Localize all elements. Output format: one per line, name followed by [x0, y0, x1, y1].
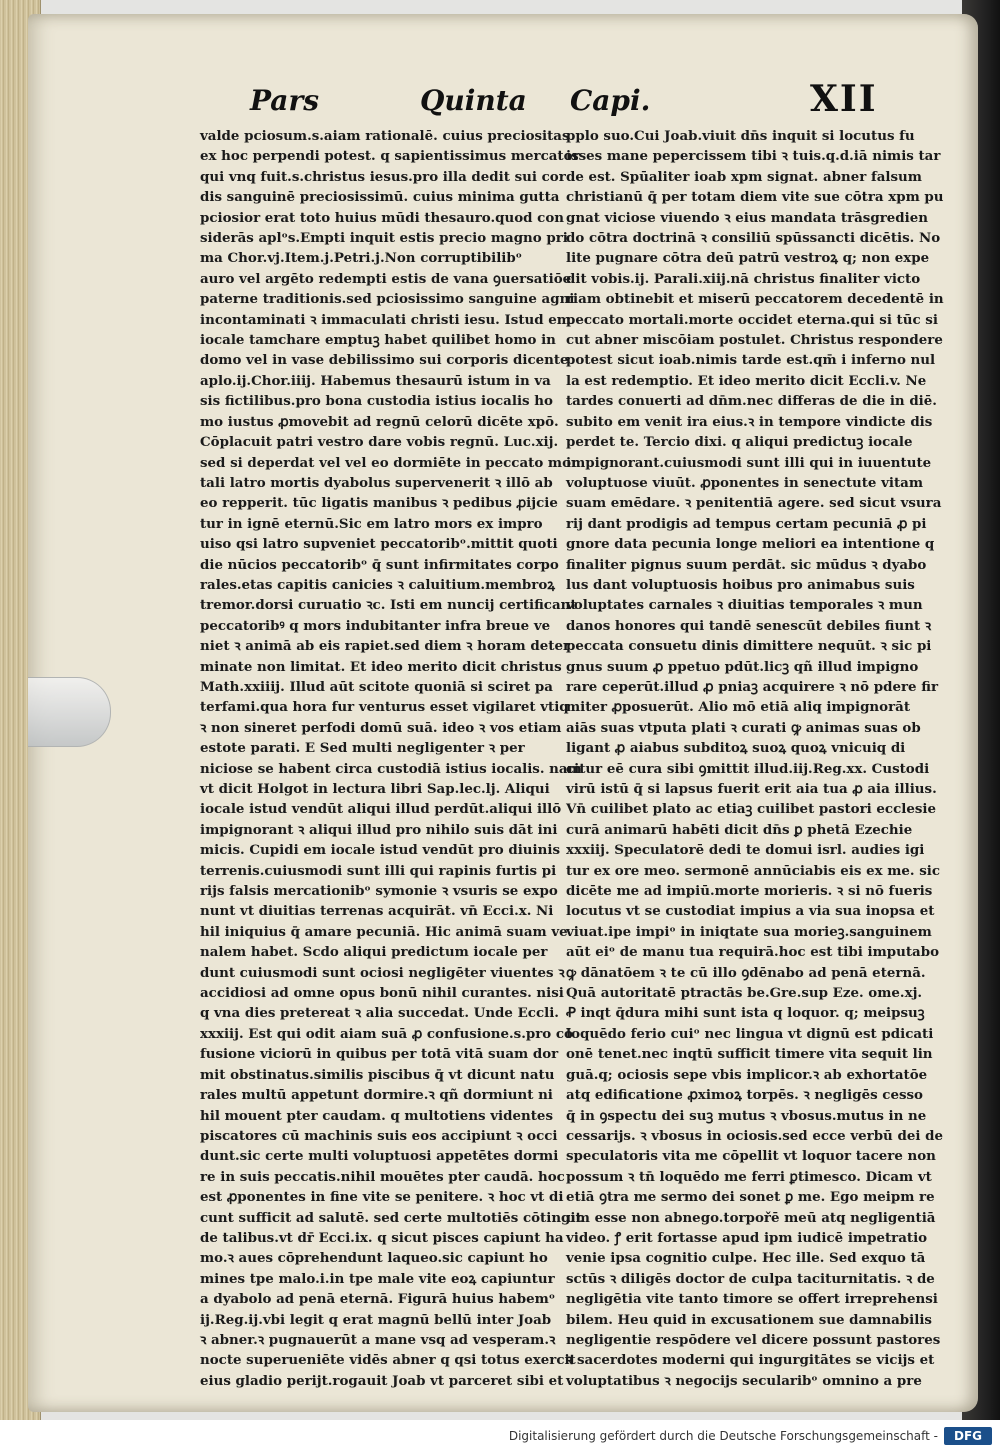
text-line: ꝛ abner.ꝛ pugnauerūt a mane vsq ad vesperam.ꝛ — [200, 1331, 556, 1348]
text-line: la est redemptio. Et ideo merito dicit Eccli.v. Ne — [566, 372, 927, 389]
text-line: atq edificatione ꝓximoꝝ torpēs. ꝛ negligēs cesso — [566, 1087, 923, 1104]
text-line: xxxiij. Speculatorē dedi te domui isrl. audies igi — [566, 842, 925, 859]
text-line: voluptuose viuūt. ꝓponentes in senectute vitam — [566, 474, 924, 491]
text-line: valde pciosum.s.aiam rationalē. cuius preciositas — [200, 128, 570, 144]
text-line: gnore data pecunia longe meliori ea intentione q — [566, 536, 935, 553]
header-capi: Capi. — [570, 84, 651, 117]
text-line: ma Chor.vj.Item.j.Petri.j.Non corruptibilibᵒ — [200, 250, 523, 267]
text-line: um esse non abnego.torpořē meū atq negligentiā — [566, 1209, 936, 1226]
text-line: dicēte me ad impiū.morte morieris. ꝛ si nō fueris — [566, 883, 933, 900]
text-line: sis fictilibus.pro bona custodia istius iocalis ho — [200, 393, 553, 410]
text-line: q vna dies pretereat ꝛ alia succedat. Unde Eccli. — [200, 1005, 559, 1022]
text-line: ꝙ dānatōem ꝛ te cū illo ꝯdēnabo ad penā eternā. — [566, 964, 926, 981]
text-line: niet ꝛ animā ab eis rapiet.sed diem ꝛ horam deter — [200, 638, 571, 655]
text-line: riam obtinebit et miserū peccatorem decedentē in — [566, 291, 944, 308]
text-line: cut abner miscōiam postulet. Christus respondere — [566, 332, 943, 349]
funding-credit: Digitalisierung gefördert durch die Deutsche Forschungsgemeinschaft - — [508, 1429, 938, 1443]
text-line: tardes conuerti ad dn̄m.nec differas de die in diē. — [566, 393, 937, 410]
text-line: impignorant.cuiusmodi sunt illi qui in iuuentute — [566, 454, 932, 471]
text-line: rales multū appetunt dormire.ꝛ qñ dormiunt ni — [200, 1087, 553, 1104]
text-line: tremor.dorsi curuatio ꝛc. Isti em nuncij certificant — [200, 597, 577, 614]
text-line: citur eē cura sibi ꝯmittit illud.iij.Reg.xx. Custodi — [566, 760, 930, 777]
text-line: tur in ignē eternū.Sic em latro mors ex impro — [200, 515, 543, 532]
left-text-column — [200, 126, 582, 1391]
text-line: ꝛ non sineret perfodi domū suā. ideo ꝛ vos etiam — [200, 719, 562, 736]
text-line: lus dant voluptuosis hoibus pro animabus suis — [566, 576, 915, 593]
text-line: paterne traditionis.sed pciosissimo sanguine agni — [200, 291, 575, 308]
text-line: loquēdo ferio cuiᵒ nec lingua vt dignū est pdicati — [566, 1025, 934, 1042]
text-line: ex hoc perpendi potest. q sapientissimus mercator — [200, 148, 580, 165]
text-line: de talibus.vt dr̄ Ecci.ix. q sicut pisces capiunt ha — [200, 1229, 564, 1246]
text-line: Math.xxiiij. Illud aūt scitote quoniā si sciret pa — [200, 678, 553, 695]
text-line: a dyabolo ad penā eternā. Figurā huius habemᵒ — [200, 1291, 556, 1308]
text-line: re in suis peccatis.nihil mouētes pter caudā. hoc — [200, 1168, 565, 1185]
header-part: Pars — [250, 84, 319, 117]
text-line: aūt eiᵒ de manu tua requirā.hoc est tibi imputabo — [566, 944, 940, 961]
text-line: fusione viciorū in quibus per totā vitā suam dor — [200, 1046, 559, 1063]
text-line: rijs falsis mercationibᵒ symonie ꝛ vsuris se expo — [200, 883, 558, 900]
text-line: siderās aplᵒs.Empti inquit estis precio magno pri — [200, 230, 568, 247]
text-line: cunt sufficit ad salutē. sed certe multotiēs cōtingit — [200, 1209, 582, 1226]
text-line: guā.q; ociosis sepe vbis implicor.ꝛ ab exhortatōe — [566, 1066, 928, 1083]
text-line: domo vel in vase debilissimo sui corporis dicente — [200, 352, 569, 369]
text-line: iocale tamchare emptuꝫ habet quilibet homo in — [200, 332, 556, 349]
text-line: tali latro mortis dyabolus supervenerit ꝛ illō ab — [200, 474, 553, 491]
text-line: incontaminati ꝛ immaculati christi iesu. Istud em — [200, 311, 571, 328]
text-line: negligentie respōdere vel dicere possunt pastores — [566, 1331, 941, 1348]
text-line: etiā ꝯtra me sermo dei sonet ꝑ me. Ego meipm re — [566, 1189, 935, 1206]
running-header — [250, 78, 880, 124]
text-line: possum ꝛ tn̄ loquēdo me ferri ꝑtimesco. Dicam vt — [566, 1168, 932, 1185]
text-line: perdet te. Tercio dixi. q aliqui predictuꝫ iocale — [566, 434, 913, 451]
text-line: locutus vt se custodiat impius a via sua inopsa et — [566, 903, 935, 920]
text-line: uiso qsi latro supveniet peccatoribᵒ.mittit quoti — [200, 536, 558, 553]
text-line: micis. Cupidi em iocale istud vendūt pro diuinis — [200, 842, 560, 859]
dfg-logo: DFG — [944, 1427, 992, 1445]
text-line: rales.etas capitis canicies ꝛ caluitium.membroꝝ — [200, 576, 556, 593]
text-line: video. ꝭ erit fortasse apud ipm iudicē impetratio — [566, 1229, 928, 1246]
text-line: virū istū q̄ si lapsus fuerit erit aia tua ꝓ aia illius. — [566, 781, 937, 797]
text-line: estote parati. E Sed multi negligenter ꝛ per — [200, 740, 525, 757]
text-line: negligētia vite tanto timore se offert irreprehensi — [566, 1291, 938, 1308]
text-line: de est. Spūaliter ioab xpm signat. abner falsum — [566, 168, 922, 185]
text-line: xxxiij. Est qui odit aiam suā ꝓ confusione.s.pro cō — [200, 1025, 573, 1042]
text-line: aiās suas vtputa plati ꝛ curati ꝙ animas suas ob — [566, 719, 921, 736]
right-text-column — [566, 126, 944, 1391]
header-quinta: Quinta — [420, 84, 527, 117]
text-line: pplo suo.Cui Joab.viuit dn̄s inquit si locutus fu — [566, 128, 915, 144]
text-line: dunt cuiusmodi sunt ociosi negligēter viuentes ꝛ — [200, 964, 565, 981]
text-line: rare ceperūt.illud ꝓ pniaꝫ acquirere ꝛ nō pdere fir — [566, 678, 939, 695]
text-line: impignorant ꝛ aliqui illud pro nihilo suis dāt ini — [200, 821, 558, 838]
text-line: danos honores qui tandē senescūt debiles fiunt ꝛ — [566, 617, 932, 634]
text-line: pciosior erat toto huius mūdi thesauro.quod con — [200, 209, 564, 226]
text-line: vt dicit Holgot in lectura libri Sap.lec.lj. Aliqui — [200, 781, 550, 797]
text-line: ꝛ sacerdotes moderni qui ingurgitātes se vicijs et — [566, 1352, 935, 1369]
text-line: hil iniquius q̄ amare pecuniā. Hic animā suam ve — [200, 923, 568, 940]
text-line: speculatoris vita me cōpellit vt loquor tacere non — [566, 1148, 936, 1165]
text-line: suam emēdare. ꝛ penitentiā agere. sed sicut vsura — [566, 495, 942, 512]
text-line: q̄ in ꝯspectu dei suꝫ mutus ꝛ vbosus.mutus in ne — [566, 1107, 927, 1124]
text-line: rij dant prodigis ad tempus certam pecuniā ꝓ pi — [566, 515, 927, 532]
text-line: onē tenet.nec inqtū sufficit timere vita sequit lin — [566, 1046, 933, 1063]
text-line: christianū q̄ per totam diem vite sue cōtra xpm pu — [566, 189, 944, 206]
text-line: dunt.sic certe multi voluptuosi appetētes dormi — [200, 1148, 559, 1165]
text-line: viuat.ipe impiᵒ in iniqtate sua morieꝫ.sanguinem — [566, 923, 932, 940]
text-line: mit obstinatus.similis piscibus q̄ vt dicunt natu — [200, 1066, 555, 1083]
text-line: curā animarū habēti dicit dn̄s ꝑ phetā Ezechie — [566, 821, 913, 838]
text-line: iocale istud vendūt aliqui illud perdūt.aliqui illō — [200, 801, 562, 818]
page-clip — [28, 677, 111, 747]
text-line: dit vobis.ij. Parali.xiij.nā christus finaliter victo — [566, 270, 921, 287]
text-line: voluptates carnales ꝛ diuitias temporales ꝛ mun — [566, 597, 923, 614]
text-line: tur ex ore meo. sermonē annūciabis eis ex me. sic — [566, 862, 941, 879]
text-line: venie ipsa cognitio culpe. Hec ille. Sed exquo tā — [566, 1250, 926, 1267]
text-line: dis sanguinē preciosissimū. cuius minima gutta — [200, 189, 560, 206]
text-line: piscatores cū machinis suis eos accipiunt ꝛ occi — [200, 1127, 558, 1144]
text-line: eo repperit. tūc ligatis manibus ꝛ pedibus ꝓijcie — [200, 495, 558, 512]
text-line: minate non limitat. Et ideo merito dicit christus — [200, 658, 562, 675]
text-line: Quā autoritatē ptractās be.Gre.sup Eze. ome.xj. — [566, 985, 923, 1002]
text-line: peccata consuetu dinis dimittere nequūt. ꝛ sic pi — [566, 638, 932, 655]
text-line: bilem. Heu quid in excusationem sue damnabilis — [566, 1311, 932, 1328]
text-line: auro vel argēto redempti estis de vana ꝯuersatiōe — [200, 270, 572, 287]
text-line: nunt vt diuitias terrenas acquirāt. vn̄ Ecci.x. Ni — [200, 903, 554, 920]
text-line: subito em venit ira eius.ꝛ in tempore vindicte dis — [566, 413, 933, 430]
text-line: mines tpe malo.i.in tpe male vite eoꝝ capiuntur — [200, 1270, 555, 1287]
text-line: Ꝓ inqt q̄dura mihi sunt ista q loquor. q; meipsuꝫ — [566, 1005, 925, 1022]
text-line: mo.ꝛ aues cōprehendunt laqueo.sic capiunt ho — [200, 1250, 548, 1267]
text-line: potest sicut ioab.nimis tarde est.qm̄ i inferno nul — [566, 352, 936, 369]
text-line: peccatoribꝰ q mors indubitanter infra breue ve — [200, 617, 551, 634]
text-line: peccato mortali.morte occidet eterna.qui si tūc si — [566, 311, 938, 328]
text-line: cessarijs. ꝛ vbosus in ociosis.sed ecce verbū dei de — [566, 1127, 943, 1144]
text-line: accidiosi ad omne opus bonū nihil curantes. nisi — [200, 985, 564, 1002]
text-line: isses mane pepercissem tibi ꝛ tuis.q.d.iā nimis tar — [566, 148, 941, 165]
text-line: nocte superueniēte vidēs abner q qsi totus exercit — [200, 1352, 576, 1369]
text-line: terfami.qua hora fur venturus esset vigilaret vtiq — [200, 699, 569, 716]
text-line: hil mouent pter caudam. q multotiens videntes — [200, 1107, 553, 1124]
text-line: eius gladio perijt.rogauit Joab vt parceret sibi et — [200, 1372, 564, 1389]
text-line: mo iustus ꝓmovebit ad regnū celorū dicēte xpō. — [200, 413, 559, 430]
text-line: qui vnq fuit.s.christus iesus.pro illa dedit sui cor — [200, 168, 566, 185]
text-line: Vn̄ cuilibet plato ac etiaꝫ cuilibet pastori ecclesie — [566, 801, 936, 818]
text-line: gnus suum ꝓ ppetuo pdūt.licꝫ qñ illud impigno — [566, 658, 919, 675]
text-line: nalem habet. Scdo aliqui predictum iocale per — [200, 944, 548, 961]
text-line: miter ꝓposuerūt. Alio mō etiā aliq impignorāt — [566, 699, 911, 716]
text-line: lite pugnare cōtra deū patrū vestroꝝ q; non expe — [566, 250, 930, 267]
text-line: aplo.ij.Chor.iiij. Habemus thesaurū istum in va — [200, 372, 551, 389]
text-line: Cōplacuit patri vestro dare vobis regnū. Luc.xij. — [200, 434, 559, 451]
text-line: gnat viciose viuendo ꝛ eius mandata trāsgredien — [566, 209, 928, 226]
folio-number: XII — [810, 78, 878, 120]
text-line: niciose se habent circa custodiā istius iocalis. nam — [200, 760, 582, 777]
text-line: finaliter pignus suum perdāt. sic mūdus ꝛ dyabo — [566, 556, 927, 573]
text-line: est ꝓponentes in fine vite se penitere. ꝛ hoc vt di — [200, 1189, 564, 1206]
footer-bar — [0, 1420, 1000, 1453]
text-line: ij.Reg.ij.vbi legit q erat magnū bellū inter Joab — [200, 1311, 552, 1328]
text-line: ligant ꝓ aiabus subditoꝝ suoꝝ quoꝝ vnicuiq di — [566, 740, 906, 757]
text-line: voluptatibus ꝛ negocijs secularibᵒ omnino a pre — [566, 1372, 922, 1389]
text-line: do cōtra doctrinā ꝛ consiliū spūssancti dicētis. No — [566, 230, 941, 247]
text-line: sctūs ꝛ diligēs doctor de culpa taciturnitatis. ꝛ de — [566, 1270, 935, 1287]
text-line: die nūcios peccatoribᵒ q̄ sunt infirmitates corpo — [200, 556, 559, 573]
text-line: terrenis.cuiusmodi sunt illi qui rapinis furtis pi — [200, 862, 557, 879]
text-line: sed si deperdat vel vel eo dormiēte in peccato mor — [200, 454, 579, 471]
